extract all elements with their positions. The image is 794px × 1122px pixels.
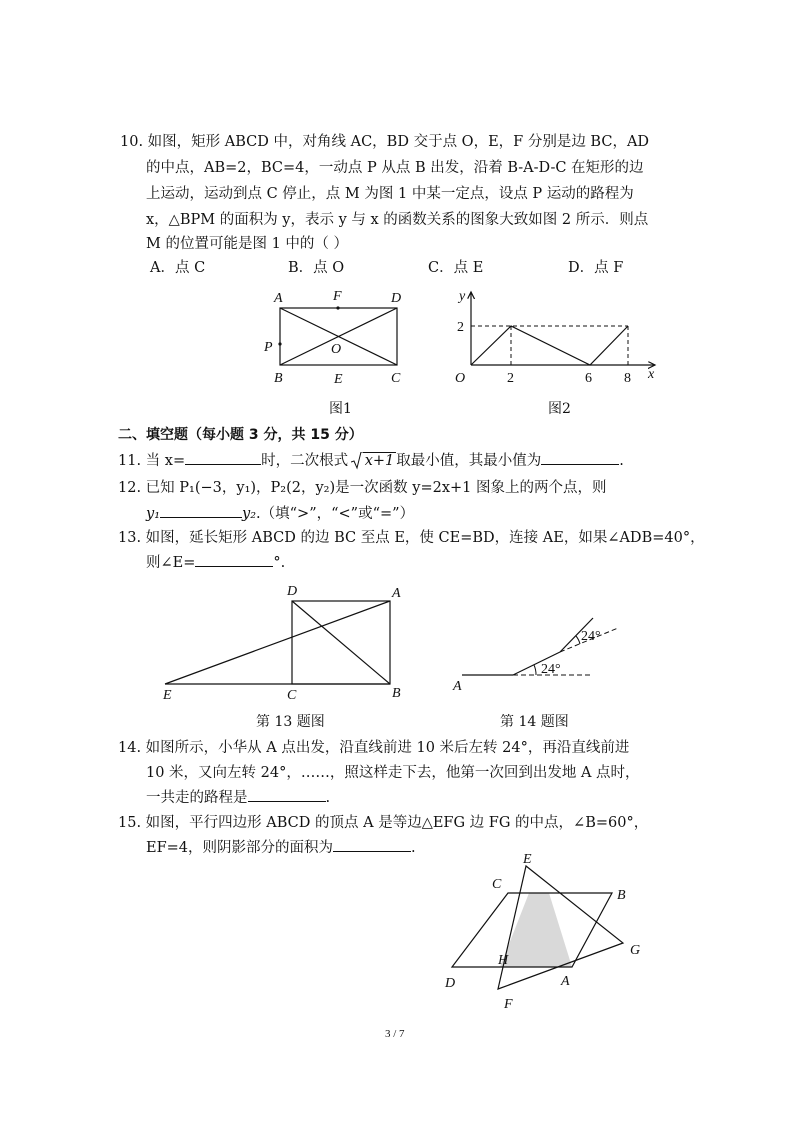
angle-label-upper: 24° — [581, 629, 601, 644]
q14-figure-caption: 第 14 题图 — [500, 714, 569, 730]
q14-end: . — [325, 790, 331, 806]
q11-blank-x[interactable] — [185, 450, 261, 465]
angle-label-lower: 24° — [541, 662, 561, 677]
label-c: C — [492, 877, 502, 892]
label-p: P — [264, 340, 273, 355]
q15-blank[interactable] — [333, 837, 411, 852]
origin-label: O — [455, 371, 466, 386]
sqrt-expression — [353, 450, 397, 472]
q12-post: .（填“>”，“<”或“=”） — [256, 506, 415, 522]
q13-figure — [155, 578, 415, 703]
q15-pre: EF=4，则阴影部分的面积为 — [146, 840, 334, 856]
sqrt-radicand: x+1 — [364, 453, 395, 469]
tick-x-8: 8 — [624, 371, 631, 386]
q12-blank[interactable] — [160, 503, 242, 518]
q15-figure — [440, 848, 650, 1018]
label-h: H — [498, 953, 509, 968]
label-o: O — [331, 342, 342, 357]
label-d: D — [391, 291, 402, 306]
tick-x-2: 2 — [507, 371, 514, 386]
point-p — [278, 342, 281, 345]
q12-line-2 — [146, 503, 414, 525]
label-a: A — [561, 974, 570, 989]
label-b: B — [617, 888, 626, 903]
q10-line-3: 上运动，运动到点 C 停止，点 M 为图 1 中某一定点，设点 P 运动的路程为 — [146, 186, 634, 202]
q12-y2: y₂ — [242, 506, 257, 522]
page-number: 3 / 7 — [385, 1028, 405, 1040]
q15-line-2 — [146, 837, 416, 859]
q10-option-b: B．点 O — [288, 260, 345, 276]
label-f: F — [504, 997, 513, 1012]
q10-line-2: 的中点，AB=2，BC=4，一动点 P 从点 B 出发，沿着 B-A-D-C 在矩形的边 — [146, 160, 644, 176]
q13-pre: 则∠E= — [146, 555, 196, 571]
angle-arc-2 — [576, 636, 580, 644]
q13-blank[interactable] — [195, 552, 273, 567]
q13-line-2 — [146, 552, 285, 574]
q14-line-3 — [146, 787, 330, 809]
q12-line-1: 12. 已知 P₁(−3，y₁)，P₂(2，y₂)是一次函数 y=2x+1 图象上的两个点，则 — [118, 480, 607, 496]
label-b: B — [392, 686, 401, 701]
q13-post: °. — [273, 555, 286, 571]
q10-line-5: M 的位置可能是图 1 中的（ ） — [146, 236, 349, 252]
q10-figure-1-caption: 图1 — [329, 401, 352, 417]
angle-arc-1 — [534, 665, 536, 675]
label-e: E — [163, 688, 172, 703]
label-c: C — [391, 371, 401, 386]
label-d: D — [287, 584, 298, 599]
label-e: E — [334, 372, 343, 387]
shaded-region — [500, 893, 572, 967]
segment-ae — [165, 601, 390, 684]
q15-end: . — [411, 840, 416, 856]
tick-y-2: 2 — [457, 320, 464, 335]
label-g: G — [630, 943, 641, 958]
q10-line-1: 10. 如图，矩形 ABCD 中，对角线 AC，BD 交于点 O，E，F 分别是边 BC，AD — [120, 134, 650, 150]
label-a: A — [453, 679, 462, 694]
section-2-title: 二、填空题（每小题 3 分，共 15 分） — [118, 427, 363, 443]
function-graph — [471, 326, 628, 365]
q13-line-1: 13. 如图，延长矩形 ABCD 的边 BC 至点 E，使 CE=BD，连接 AE，如果∠ADB=40°， — [118, 530, 705, 546]
q11-mid: 时，二次根式 — [261, 453, 349, 469]
label-a: A — [274, 291, 283, 306]
q11-blank-min[interactable] — [541, 450, 619, 465]
q13-figure-caption: 第 13 题图 — [256, 714, 325, 730]
label-f: F — [333, 289, 342, 304]
q14-pre: 一共走的路程是 — [146, 790, 248, 806]
q10-figure-2-caption: 图2 — [548, 401, 571, 417]
label-a: A — [392, 586, 401, 601]
q11-line — [118, 450, 624, 472]
q10-figure-1 — [255, 282, 425, 392]
q10-line-4: x，△BPM 的面积为 y，表示 y 与 x 的函数关系的图象大致如图 2 所示．则点 — [146, 212, 649, 228]
axis-label-x: x — [648, 367, 655, 382]
q11-end: . — [619, 453, 624, 469]
q14-blank[interactable] — [248, 787, 326, 802]
label-c: C — [287, 688, 297, 703]
q10-option-c: C．点 E — [428, 260, 484, 276]
q14-figure — [450, 608, 620, 698]
diagonal-db — [292, 601, 390, 684]
q14-line-2: 10 米，又向左转 24°，……，照这样走下去，他第一次回到出发地 A 点时， — [146, 765, 640, 781]
axis-label-y: y — [459, 289, 466, 304]
q10-option-a: A．点 C — [150, 260, 206, 276]
label-e: E — [523, 852, 532, 867]
label-b: B — [274, 371, 283, 386]
q12-y1: y₁ — [146, 506, 161, 522]
tick-x-6: 6 — [585, 371, 592, 386]
q14-line-1: 14. 如图所示，小华从 A 点出发，沿直线前进 10 米后左转 24°，再沿直线前进 — [118, 740, 630, 756]
label-d: D — [445, 976, 456, 991]
q11-pre: 11. 当 x= — [118, 453, 186, 469]
q15-line-1: 15. 如图，平行四边形 ABCD 的顶点 A 是等边△EFG 边 FG 的中点，∠B=60°， — [118, 815, 649, 831]
q10-figure-2 — [445, 282, 665, 392]
sqrt-sign-icon — [351, 452, 363, 470]
point-f — [336, 306, 339, 309]
q10-option-d: D．点 F — [568, 260, 624, 276]
q11-post: 取最小值，其最小值为 — [396, 453, 542, 469]
